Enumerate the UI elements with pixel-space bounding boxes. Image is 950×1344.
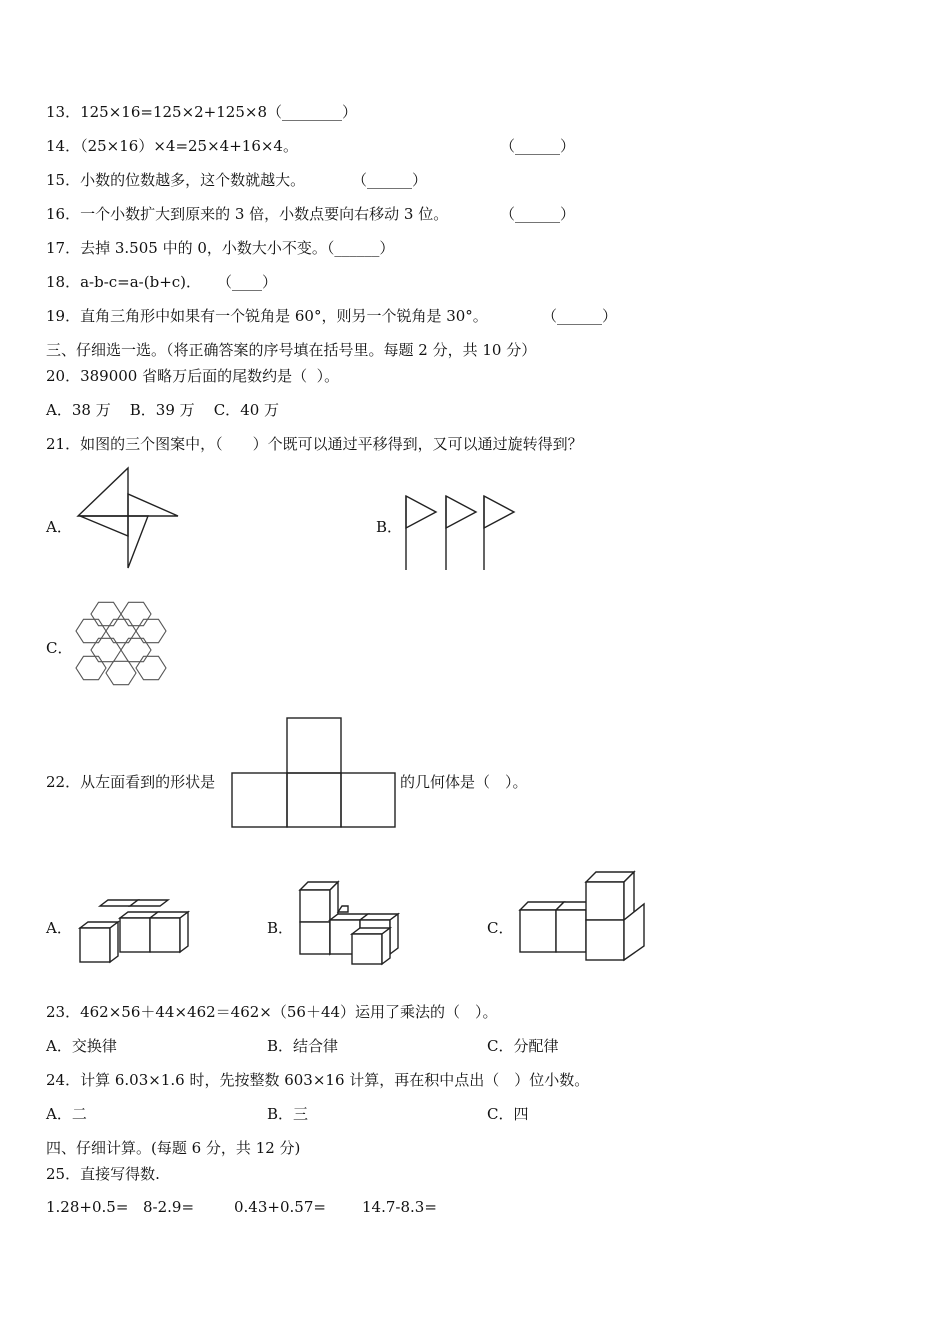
hexagon-cell <box>91 602 121 625</box>
hexagon-cell <box>136 619 166 642</box>
q23-option-c: C．分配律 <box>487 1037 559 1055</box>
option-a-label: A． <box>46 518 72 536</box>
question-16: 16．一个小数扩大到原来的 3 倍，小数点要向右移动 3 位。 <box>46 205 449 223</box>
question-20-options: A．38 万 B．39 万 C．40 万 <box>46 401 280 419</box>
q23-option-a: A．交换律 <box>46 1037 117 1055</box>
calc-item: 14.7-8.3= <box>362 1198 437 1216</box>
question-19: 19．直角三角形中如果有一个锐角是 60°，则另一个锐角是 30°。 <box>46 307 488 325</box>
option-c-label: C． <box>46 639 73 657</box>
question-18: 18．a-b-c=a-(b+c)． <box>46 273 202 291</box>
hexagon-cell <box>106 661 136 684</box>
cube-stack-a-figure <box>76 898 202 968</box>
q24-option-c: C．四 <box>487 1105 529 1123</box>
q23-option-b: B．结合律 <box>267 1037 339 1055</box>
hexagon-cell <box>91 638 121 661</box>
q24-option-b: B．三 <box>267 1105 309 1123</box>
hexagon-cell <box>136 656 166 679</box>
hexagon-cell <box>76 656 106 679</box>
question-21: 21．如图的三个图案中，（ ）个既可以通过平移得到，又可以通过旋转得到？ <box>46 435 583 453</box>
calc-item: 0.43+0.57= <box>234 1198 326 1216</box>
q22-option-c-label: C． <box>487 919 514 937</box>
question-20: 20．389000 省略万后面的尾数约是（ ）。 <box>46 367 340 385</box>
question-22-stem-after: 的几何体是（ ）。 <box>400 773 528 791</box>
question-23: 23．462×56＋44×462＝462×（56＋44）运用了乘法的（ ）。 <box>46 1003 498 1021</box>
question-24: 24．计算 6.03×1.6 时，先按整数 603×16 计算，再在积中点出（ ）位小数。 <box>46 1071 590 1089</box>
q22-option-b-label: B． <box>267 919 294 937</box>
answer-blank-16: （______） <box>500 205 576 223</box>
calc-item: 1.28+0.5= <box>46 1198 129 1216</box>
hexagon-pattern-figure <box>74 598 168 692</box>
answer-blank-19: （______） <box>542 307 618 325</box>
calc-item: 8-2.9= <box>143 1198 195 1216</box>
section-3-heading: 三、仔细选一选。（将正确答案的序号填在括号里。每题 2 分，共 10 分） <box>46 341 537 359</box>
question-25: 25．直接写得数. <box>46 1165 160 1183</box>
question-14: 14．（25×16）×4=25×4+16×4。 <box>46 137 298 155</box>
answer-blank-18: （____） <box>217 273 278 291</box>
question-17: 17．去掉 3.505 中的 0，小数大小不变。（______） <box>46 239 395 257</box>
flags-figure <box>400 492 520 572</box>
pinwheel-figure <box>76 464 182 572</box>
answer-blank-15: （______） <box>352 171 428 189</box>
hexagon-cell <box>106 619 136 642</box>
hexagon-cell <box>121 638 151 661</box>
section-4-heading: 四、仔细计算。(每题 6 分，共 12 分) <box>46 1139 301 1157</box>
question-13: 13．125×16=125×2+125×8（________） <box>46 103 357 121</box>
answer-blank-14: （______） <box>500 137 576 155</box>
left-view-figure <box>230 716 400 832</box>
cube-stack-c-figure <box>516 866 652 968</box>
hexagon-cell <box>76 619 106 642</box>
q22-option-a-label: A． <box>46 919 72 937</box>
cube-stack-b-figure <box>296 878 406 968</box>
question-15: 15．小数的位数越多，这个数就越大。 <box>46 171 306 189</box>
question-22-stem-before: 22．从左面看到的形状是 <box>46 773 216 791</box>
hexagon-cell <box>121 602 151 625</box>
option-b-label: B． <box>376 518 403 536</box>
q24-option-a: A．二 <box>46 1105 87 1123</box>
